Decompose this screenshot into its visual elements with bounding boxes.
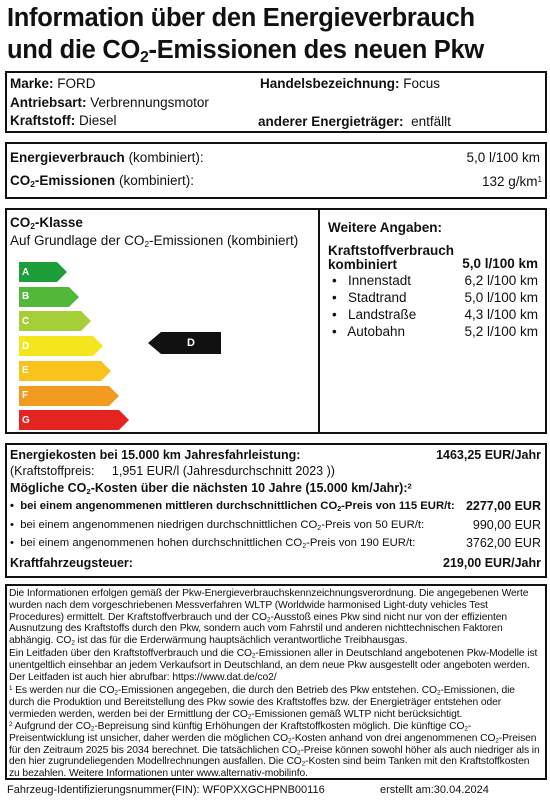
co2-class-letter-e: E — [19, 361, 101, 381]
text-fragment: 1 — [537, 174, 542, 184]
text-fragment: 2 — [114, 689, 118, 697]
text-fragment: 2 — [90, 725, 95, 733]
fuel-consumption-item-value: 5,2 l/100 km — [464, 324, 538, 339]
fuel-price-value: 1,951 EUR/l (Jahresdurchschnitt 2023 )) — [111, 464, 335, 478]
text-fragment: -Klasse — [34, 215, 83, 230]
co2-class-bar-d — [19, 336, 103, 356]
text-fragment: Energieverbrauch — [10, 150, 125, 165]
text-fragment: -Emissionen (kombiniert) — [148, 233, 299, 248]
antrieb-row — [10, 94, 209, 111]
co2-class-bar-g — [19, 410, 129, 430]
text-fragment: Auf Grundlage der CO — [10, 233, 145, 248]
text-fragment: Es werden nur die CO — [12, 685, 115, 696]
co2-class-letter-f: F — [19, 386, 109, 406]
co2-class-bar-tip — [101, 361, 111, 381]
text-fragment: -Emissionen, die durch die Produktion und Bereitstellung des Pkw sowie des Kraftstoffes bzw. der Energieträger entstehen oder vermieden werden, werden bei der Ermittlung der CO — [9, 685, 515, 720]
text-fragment: und die CO — [7, 36, 140, 64]
co2-class-bar-tip — [81, 311, 91, 331]
co2-cost-scenario-value: 2277,00 EUR — [465, 499, 541, 513]
fuel-price-row — [10, 463, 335, 480]
co2-class-letter-b: B — [19, 287, 69, 307]
text-fragment: 2 — [144, 239, 149, 250]
further-heading: Weitere Angaben: — [328, 220, 443, 235]
co2-class-bar-tip — [57, 262, 67, 282]
text-fragment: -Preisentwicklung ist unsicher, daher werden die möglichen CO — [9, 721, 472, 744]
co2-cost-scenario-label: • bei einem angenommenen mittleren durchschnittlichen $CO_2$-Preis von 115 EUR/t: — [10, 500, 455, 513]
vehicle-id-number: Fahrzeug-Identifizierungsnummer(FIN): WF0PXXGCHPNB00116 — [7, 784, 325, 796]
text-fragment: -Emissionen aller in Deutschland angebotenen Pkw-Modelle ist unentgeltlich einsehbar an jedem Verkaufsort in Deutschland, an dem neue Pkw ausgestellt oder angeboten werden. Der Leitfaden ist auch hier abrufbar: https://www.dat.de/co2/ — [9, 648, 538, 683]
fuel-consumption-item: • Autobahn — [332, 324, 406, 339]
co2-class-bar-tip — [69, 287, 79, 307]
note-footnote-1 — [9, 685, 541, 720]
text-fragment: 2 — [140, 48, 149, 66]
text-fragment: 2 — [9, 720, 13, 728]
co2-emission-value — [482, 173, 542, 190]
note-paragraph-1 — [9, 588, 541, 647]
co2-class-bar-c — [19, 311, 91, 331]
text-fragment: 2 — [71, 639, 75, 647]
co2-class-letter-d: D — [19, 336, 93, 356]
vehicle-tax-label: Kraftfahrzeugsteuer: — [10, 556, 133, 570]
fuel-consumption-item: • Innenstadt — [332, 273, 412, 288]
fuel-consumption-item-value: 5,0 l/100 km — [464, 290, 538, 305]
text-fragment: -Emissionen — [34, 173, 116, 188]
created-date: erstellt am:30.04.2024 — [380, 784, 489, 796]
current-class-letter: D — [161, 332, 221, 354]
text-fragment: 2 — [407, 481, 412, 491]
fuel-consumption-item: • Stadtrand — [332, 290, 407, 305]
text-fragment: -Emissionen angegeben, die durch den Betrieb des Pkw entstehen. CO — [117, 685, 437, 696]
current-class-marker — [148, 332, 221, 354]
text-fragment: kombiniert — [328, 257, 398, 272]
energy-consumption-label — [10, 149, 204, 166]
text-fragment: 2 — [251, 652, 256, 660]
co2-class-heading — [10, 214, 83, 231]
text-fragment: Die Informationen erfolgen gemäß der Pkw-Energieverbrauchskennzeichnungsverordnung. Die angegebenen Werte wurden nach dem vorgeschriebenen Messverfahren WLTP (Worldwide harmonised Light-duty vehicles Test Procedures) ermittelt. Der Kraftstoffverbrauch und der CO — [9, 588, 529, 623]
text-fragment: Marke: — [10, 76, 54, 91]
text-fragment: 2 — [464, 725, 468, 733]
note-paragraph-2 — [9, 648, 541, 683]
text-fragment: 2 — [297, 749, 301, 757]
text-fragment: (kombiniert): — [118, 173, 194, 188]
text-fragment: 2 — [301, 760, 306, 768]
text-fragment: anderer Energieträger: — [258, 114, 404, 129]
text-fragment: Antriebsart: — [10, 95, 87, 110]
text-fragment: -Bepreisung sind künftig Erhöhungen der Kraftstoffkosten möglich. Die künftige CO — [94, 721, 465, 732]
co2-cost-scenario-value: 3762,00 EUR — [465, 536, 541, 550]
co2-class-bar-a — [19, 262, 67, 282]
text-fragment: -Kosten anhand von drei angenommenen CO — [291, 732, 496, 744]
text-fragment: -Preisen für den Zeitraum 2025 bis 2034 berechnet. Die tatsächlichen CO — [9, 732, 537, 756]
text-fragment: 2 — [247, 713, 252, 721]
co2-class-letter-c: C — [19, 311, 81, 331]
page-title — [7, 2, 547, 66]
marke-row — [10, 75, 96, 92]
text-fragment: 2 — [30, 221, 35, 232]
text-fragment: CO — [10, 215, 31, 230]
energy-cost-label: Energiekosten bei 15.000 km Jahresfahrleistung: — [10, 448, 301, 462]
energy-consumption-value: 5,0 l/100 km — [466, 150, 540, 165]
text-fragment: Aufgrund der CO — [12, 721, 91, 732]
text-fragment: Ein Leitfaden über den Kraftstoffverbrauch und die CO — [9, 648, 252, 659]
co2-class-bar-tip — [109, 386, 119, 406]
text-fragment: Handelsbezeichnung: — [260, 76, 400, 91]
kraftstoff-row — [10, 112, 117, 129]
co2-class-subheading — [10, 232, 298, 249]
co2-class-bar-tip — [119, 410, 129, 430]
text-fragment: 2 — [436, 689, 441, 697]
kraftstoff-value: Diesel — [79, 113, 117, 128]
text-fragment: ist das für die Erderwärmung hauptsächlich verantwortliche Treibhausgas. — [74, 635, 408, 647]
text-fragment: -Preise können sowohl höher als auch niedriger als in den hier zugrundeliegenden Modellrechnungen ausfallen. Die CO — [9, 744, 540, 768]
text-fragment: Kraftstoff: — [10, 113, 76, 128]
fuel-consumption-label — [328, 244, 454, 272]
anderer-value: entfällt — [411, 114, 451, 129]
title-line-1: Information über den Energieverbrauch — [7, 4, 475, 32]
text-fragment: 1 — [9, 684, 13, 692]
co2-class-bar-e — [19, 361, 111, 381]
text-fragment: 2 — [288, 737, 292, 745]
text-fragment: Mögliche CO — [10, 481, 87, 495]
co2-class-letter-a: A — [19, 262, 57, 282]
fuel-consumption-value: 5,0 l/100 km — [462, 256, 538, 271]
co2-class-bar-b — [19, 287, 79, 307]
fuel-consumption-item: • Landstraße — [332, 307, 417, 322]
co2-class-bar-f — [19, 386, 119, 406]
co2-cost-scenario-value: 990,00 EUR — [472, 517, 541, 532]
vehicle-tax-value: 219,00 EUR/Jahr — [443, 556, 541, 570]
text-fragment: 2 — [86, 486, 91, 496]
marke-value: FORD — [57, 76, 96, 91]
handel-row — [260, 75, 440, 92]
text-fragment: 2 — [30, 179, 35, 190]
text-fragment: -Kosten sind beim Tanken mit den Kraftstoffkosten zu bezahlen. Weitere Informationen unter www.alternativ-mobilinfo. — [9, 756, 530, 780]
text-fragment: -Ausstoß eines Pkw sind nicht nur von der effizienten Ausnutzung des Kraftstoffs durch den Pkw, sondern auch vom Fahrstil und anderen nichttechnischen Faktoren abhängig. CO — [9, 611, 508, 647]
text-fragment: 132 g/km — [481, 174, 538, 189]
co2-emission-label — [10, 172, 194, 189]
text-fragment: -Emissionen gemäß WLTP nicht berücksichtigt. — [251, 708, 463, 720]
text-fragment: -Emissionen des neuen Pkw — [148, 36, 484, 64]
text-fragment: Kraftstoffverbrauch — [328, 243, 455, 258]
co2-cost-scenario-label: • bei einem angenommenen niedrigen durchschnittlichen $CO_2$-Preis von 50 EUR/t: — [10, 518, 425, 532]
fuel-consumption-item-value: 4,3 l/100 km — [464, 307, 538, 322]
title-line-2 — [7, 34, 547, 66]
anderer-row — [258, 113, 451, 130]
text-fragment: CO — [10, 173, 31, 188]
co2-class-bar-tip — [93, 336, 103, 356]
co2-cost-heading — [10, 480, 412, 497]
handel-value: Focus — [403, 76, 441, 91]
text-fragment: (kombiniert): — [128, 150, 204, 165]
text-fragment: (Kraftstoffpreis: — [10, 464, 95, 478]
text-fragment: -Kosten über die nächsten 10 Jahre (15.000 km/Jahr): — [90, 481, 408, 495]
co2-cost-scenario-label: • bei einem angenommenen hohen durchschnittlichen $CO_2$-Preis von 190 EUR/t: — [10, 537, 416, 550]
energy-cost-value: 1463,25 EUR/Jahr — [436, 448, 541, 462]
note-footnote-2 — [9, 721, 541, 780]
co2-class-letter-g: G — [19, 410, 119, 430]
marker-tip — [148, 332, 161, 354]
text-fragment: 2 — [495, 737, 499, 745]
antrieb-value: Verbrennungsmotor — [90, 95, 209, 110]
section-divider — [318, 210, 320, 432]
text-fragment: 2 — [266, 616, 271, 624]
fuel-consumption-item-value: 6,2 l/100 km — [464, 273, 538, 288]
